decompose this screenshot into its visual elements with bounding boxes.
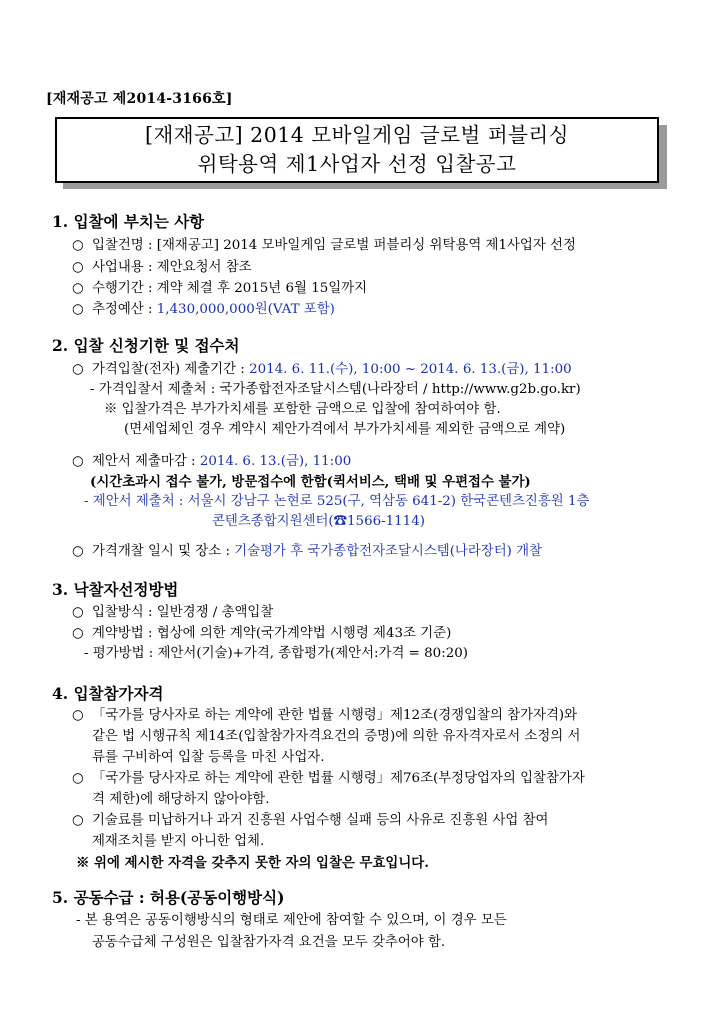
s4-qual-1-line-1: ○ 「국가를 당사자로 하는 계약에 관한 법률 시행령」제12조(경쟁입찰의 참가자격)와 [72, 706, 577, 726]
bullet-icon: ○ [72, 260, 84, 275]
bullet-icon: ○ [72, 454, 84, 469]
bullet-icon: ○ [72, 708, 84, 723]
bullet-icon: ○ [72, 362, 84, 377]
s4-qual-2-line-2: 격 제한)에 해당하지 않아야함. [92, 792, 270, 807]
notice-number: [재재공고 제2014-3166호] [46, 91, 233, 107]
s1-item-budget: ○ 추정예산 : 1,430,000,000원(VAT 포함) [72, 300, 335, 320]
bullet-icon: ○ [72, 626, 84, 641]
bullet-icon: ○ [72, 238, 84, 253]
opening-value: 기술평가 후 국가종합전자조달시스템(나라장터) 개찰 [234, 544, 543, 559]
s2-note-1: ※ 입찰가격은 부가가치세를 포함한 금액으로 입찰에 참여하여야 함. [104, 402, 501, 417]
s4-qual-3-line-1: ○ 기술료를 미납하거나 과거 진흥원 사업수행 실패 등의 사유로 진흥원 사업 참여 [72, 811, 549, 831]
bullet-icon: ○ [72, 605, 84, 620]
s2-price-bid-place: - 가격입찰서 제출처 : 국가종합전자조달시스템(나라장터 / http://www.g2b.go.kr) [90, 382, 581, 397]
title-line-2: 위탁용역 제1사업자 선정 입찰공고 [197, 152, 517, 176]
s1-item-period: ○ 수행기간 : 계약 체결 후 2015년 6월 15일까지 [72, 279, 367, 299]
bullet-icon: ○ [72, 281, 84, 296]
s3-method: ○ 입찰방식 : 일반경쟁 / 총액입찰 [72, 603, 273, 623]
s3-evaluation: - 평가방법 : 제안서(기술)+가격, 종합평가(제안서:가격 = 80:20) [84, 646, 468, 661]
s5-line-2: 공동수급체 구성원은 입찰참가자격 요건을 모두 갖추어야 함. [92, 935, 446, 950]
bullet-icon: ○ [72, 771, 84, 786]
bullet-icon: ○ [72, 302, 84, 317]
section-5-heading: 5. 공동수급 : 허용(공동이행방식) [52, 888, 285, 907]
budget-value: 1,430,000,000원(VAT 포함) [156, 302, 335, 317]
s2-proposal-deadline: ○ 제안서 제출마감 : 2014. 6. 13.(금), 11:00 [72, 452, 351, 472]
s1-item-name: ○ 입찰건명 : [재재공고] 2014 모바일게임 글로벌 퍼블리싱 위탁용역 제1사업자 선정 [72, 236, 576, 256]
section-3-heading: 3. 낙찰자선정방법 [52, 580, 179, 599]
s2-proposal-rule: (시간초과시 접수 불가, 방문접수에 한함(퀵서비스, 택배 및 우편접수 불가) [90, 474, 531, 490]
title-line-1: [재재공고] 2014 모바일게임 글로벌 퍼블리싱 [144, 123, 570, 147]
s2-proposal-place-1: - 제안서 제출처 : 서울시 강남구 논현로 525(구, 역삼동 641-2) 한국콘텐츠진흥원 1층 [84, 494, 590, 509]
s2-proposal-place-2: 콘텐츠종합지원센터(☎1566-1114) [212, 514, 425, 529]
bullet-icon: ○ [72, 813, 84, 828]
s2-note-2: (면세업체인 경우 계약시 제안가격에서 부가가치세를 제외한 금액으로 계약) [124, 422, 566, 437]
title-box [55, 117, 659, 183]
section-2-heading: 2. 입찰 신청기한 및 접수처 [52, 336, 240, 355]
s4-qual-1-line-3: 류를 구비하여 입찰 등록을 마친 사업자. [92, 750, 325, 765]
proposal-deadline-value: 2014. 6. 13.(금), 11:00 [199, 454, 352, 469]
s2-price-bid: ○ 가격입찰(전자) 제출기간 : 2014. 6. 11.(수), 10:00 ~ 2014. 6. 13.(금), 11:00 [72, 360, 572, 380]
section-4-heading: 4. 입찰참가자격 [52, 684, 164, 703]
s4-qual-2-line-1: ○ 「국가를 당사자로 하는 계약에 관한 법률 시행령」제76조(부정당업자의 입찰참가자 [72, 769, 585, 789]
price-bid-period: 2014. 6. 11.(수), 10:00 ~ 2014. 6. 13.(금), 11:00 [249, 362, 572, 377]
s1-item-content: ○ 사업내용 : 제안요청서 참조 [72, 258, 252, 278]
s3-contract: ○ 계약방법 : 협상에 의한 계약(국가계약법 시행령 제43조 기준) [72, 624, 451, 644]
s4-qual-1-line-2: 같은 법 시행규칙 제14조(입찰참가자격요건의 증명)에 의한 유자격자로서 소정의 서 [92, 729, 581, 744]
section-1-heading: 1. 입찰에 부치는 사항 [52, 212, 205, 231]
bullet-icon: ○ [72, 544, 84, 559]
s2-opening: ○ 가격개찰 일시 및 장소 : 기술평가 후 국가종합전자조달시스템(나라장터) 개찰 [72, 542, 542, 562]
s5-line-1: - 본 용역은 공동이행방식의 형태로 제안에 참여할 수 있으며, 이 경우 모든 [76, 913, 507, 928]
s4-qual-3-line-2: 제재조치를 받지 아니한 업체. [92, 834, 265, 849]
s4-warning: ※ 위에 제시한 자격을 갖추지 못한 자의 입찰은 무효입니다. [76, 855, 429, 871]
